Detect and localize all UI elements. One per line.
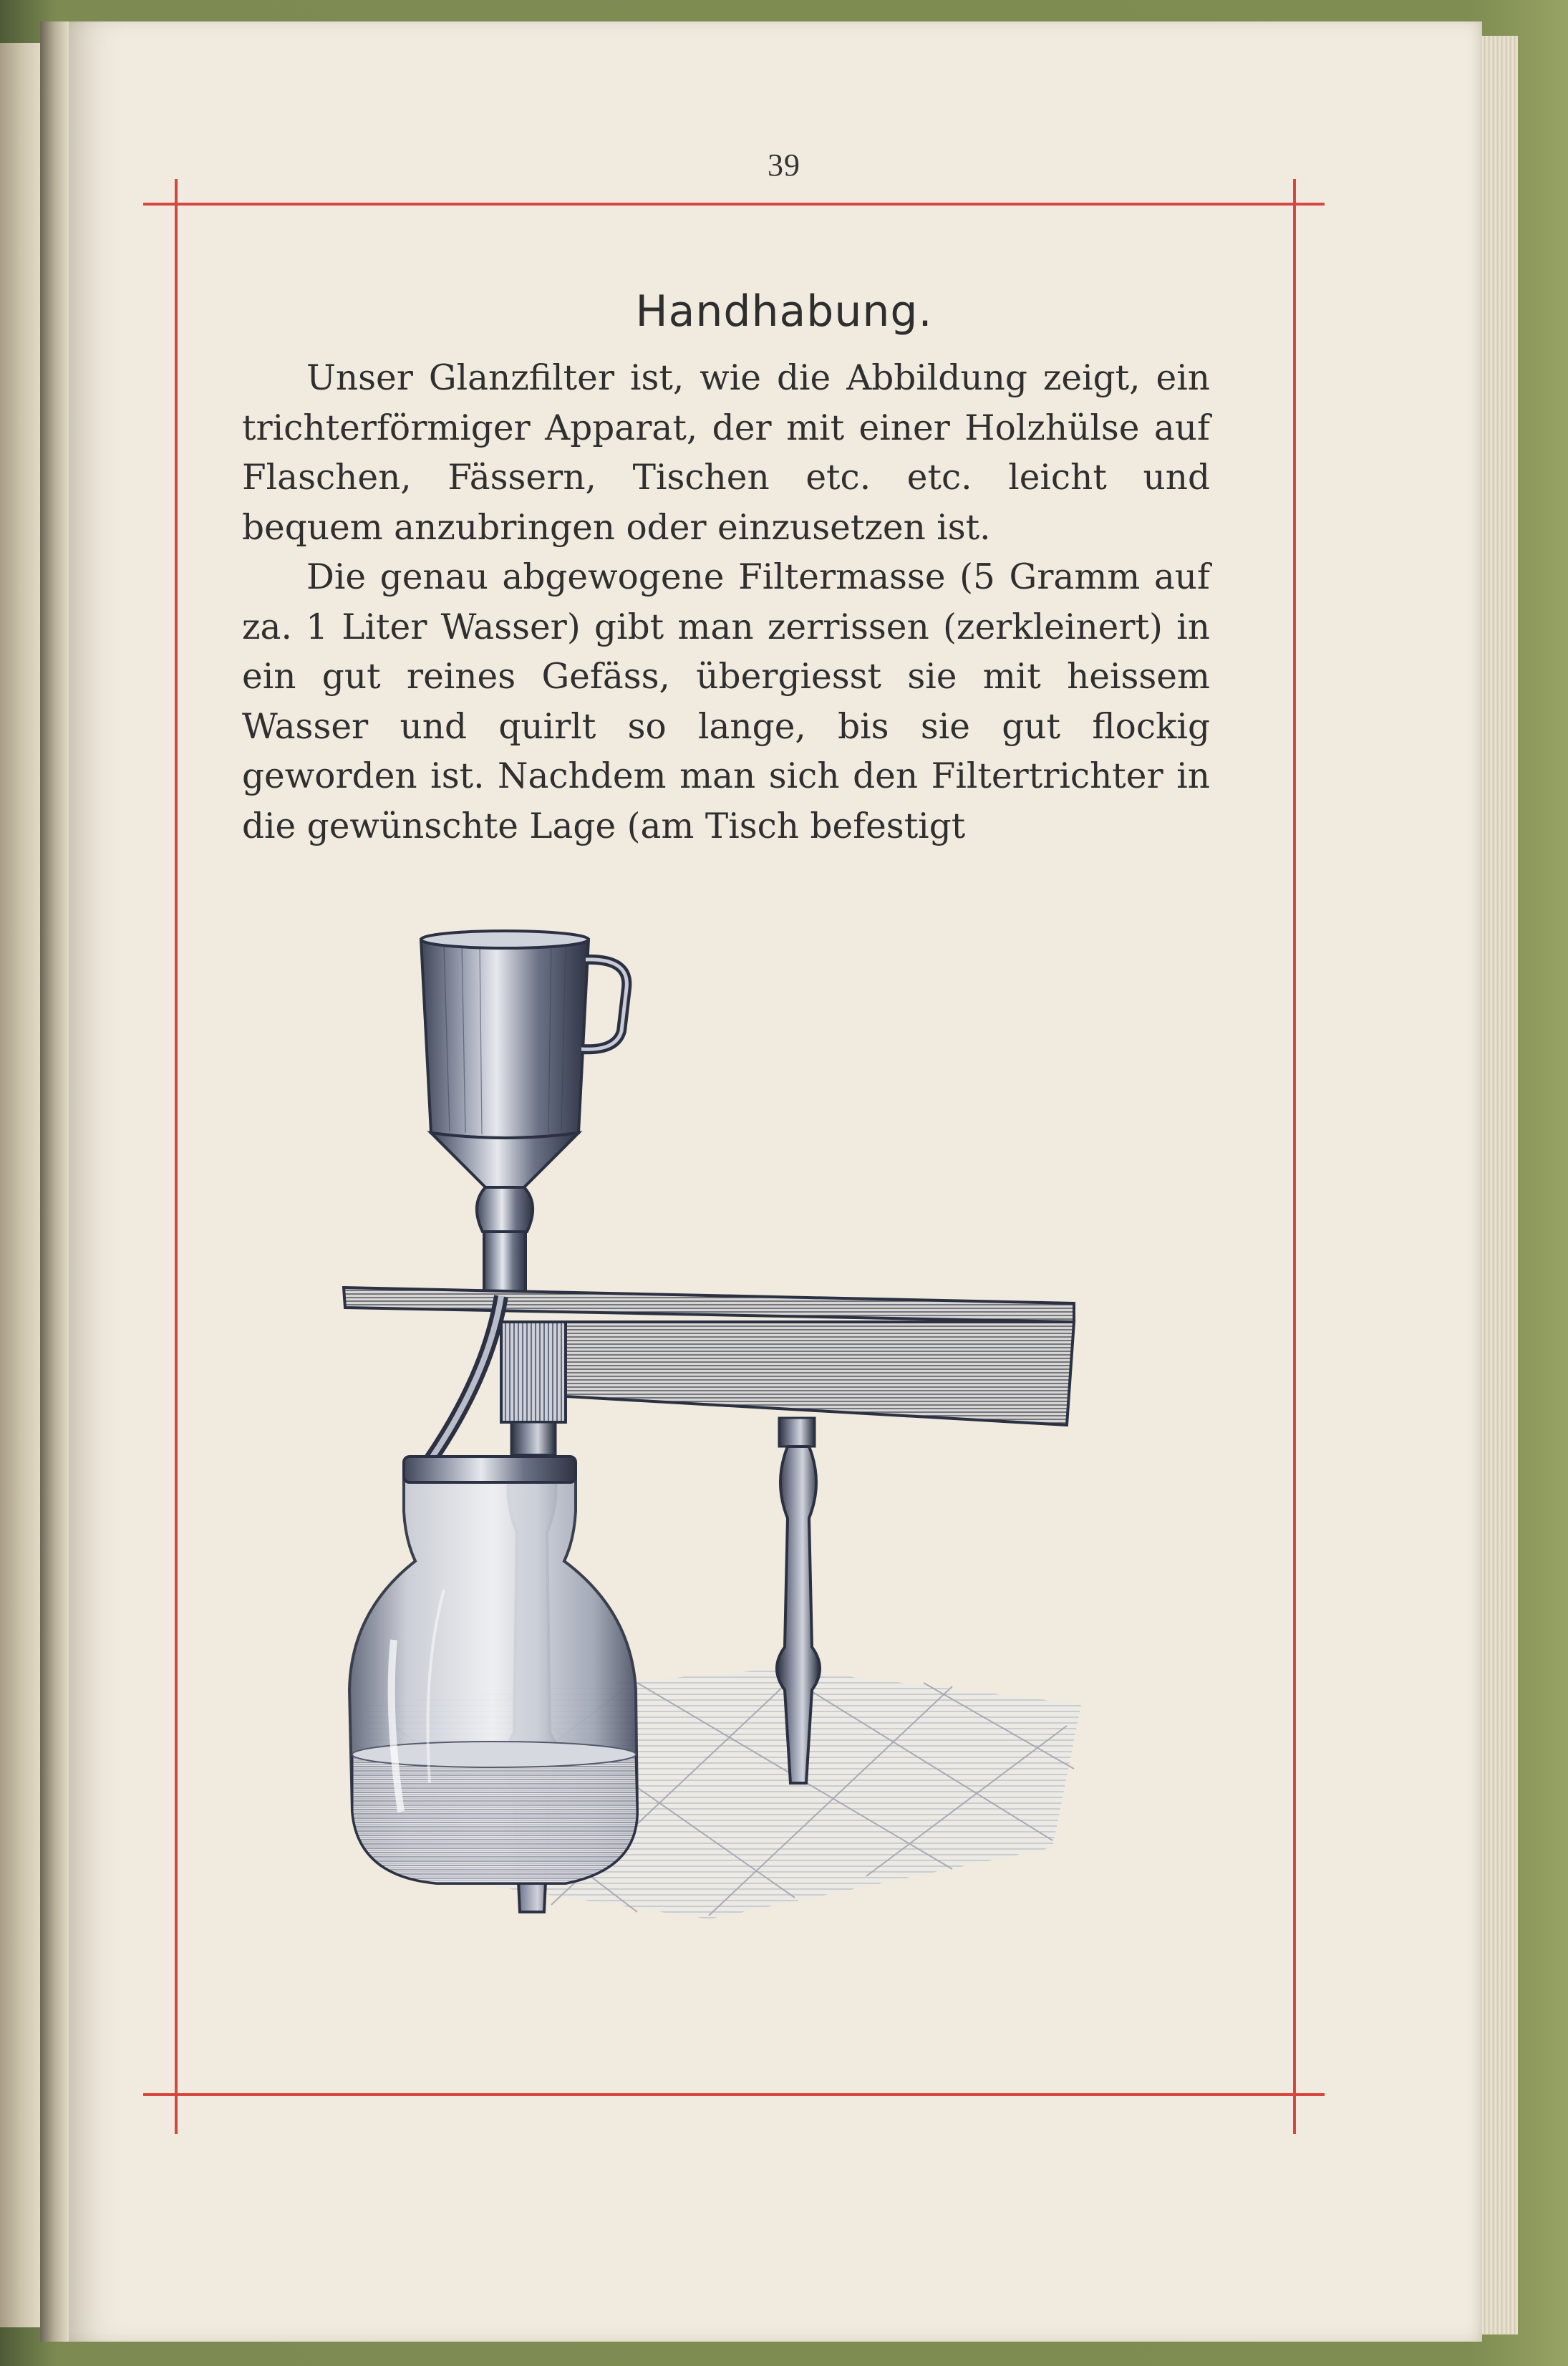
book-gutter bbox=[40, 21, 69, 2342]
previous-page-edge bbox=[0, 43, 44, 2327]
glass-bottle bbox=[349, 1457, 637, 1883]
frame-top-line bbox=[143, 203, 1325, 206]
frame-bottom-line bbox=[143, 2093, 1325, 2096]
frame-right-line bbox=[1293, 179, 1296, 2134]
section-heading: Handhabung. bbox=[635, 286, 933, 337]
paragraph-2: Die genau abgewogene Filtermasse (5 Gramm auf za. 1 Liter Wasser) gibt man zerrissen (zerkleinert) in ein gut reines Gefäss, übergiesst sie mit heissem Wasser und quirlt so lange, bis sie gut flockig geworden ist. Nachdem man sich den Filtertrichter in die gewünschte Lage (am Tisch befestigt bbox=[242, 557, 1210, 846]
funnel bbox=[421, 931, 626, 1303]
frame-left-line bbox=[175, 179, 178, 2134]
filter-tube bbox=[420, 1296, 501, 1475]
filter-apparatus-illustration bbox=[337, 924, 1153, 2034]
paragraph-1: Unser Glanzfilter ist, wie die Abbildung zeigt, ein trichterförmiger Apparat, der mit einer Holzhülse auf Flaschen, Fässern, Tischen etc. etc. leicht und bequem anzubringen oder einzusetzen ist. bbox=[242, 358, 1210, 548]
page-number: 39 bbox=[768, 148, 800, 183]
